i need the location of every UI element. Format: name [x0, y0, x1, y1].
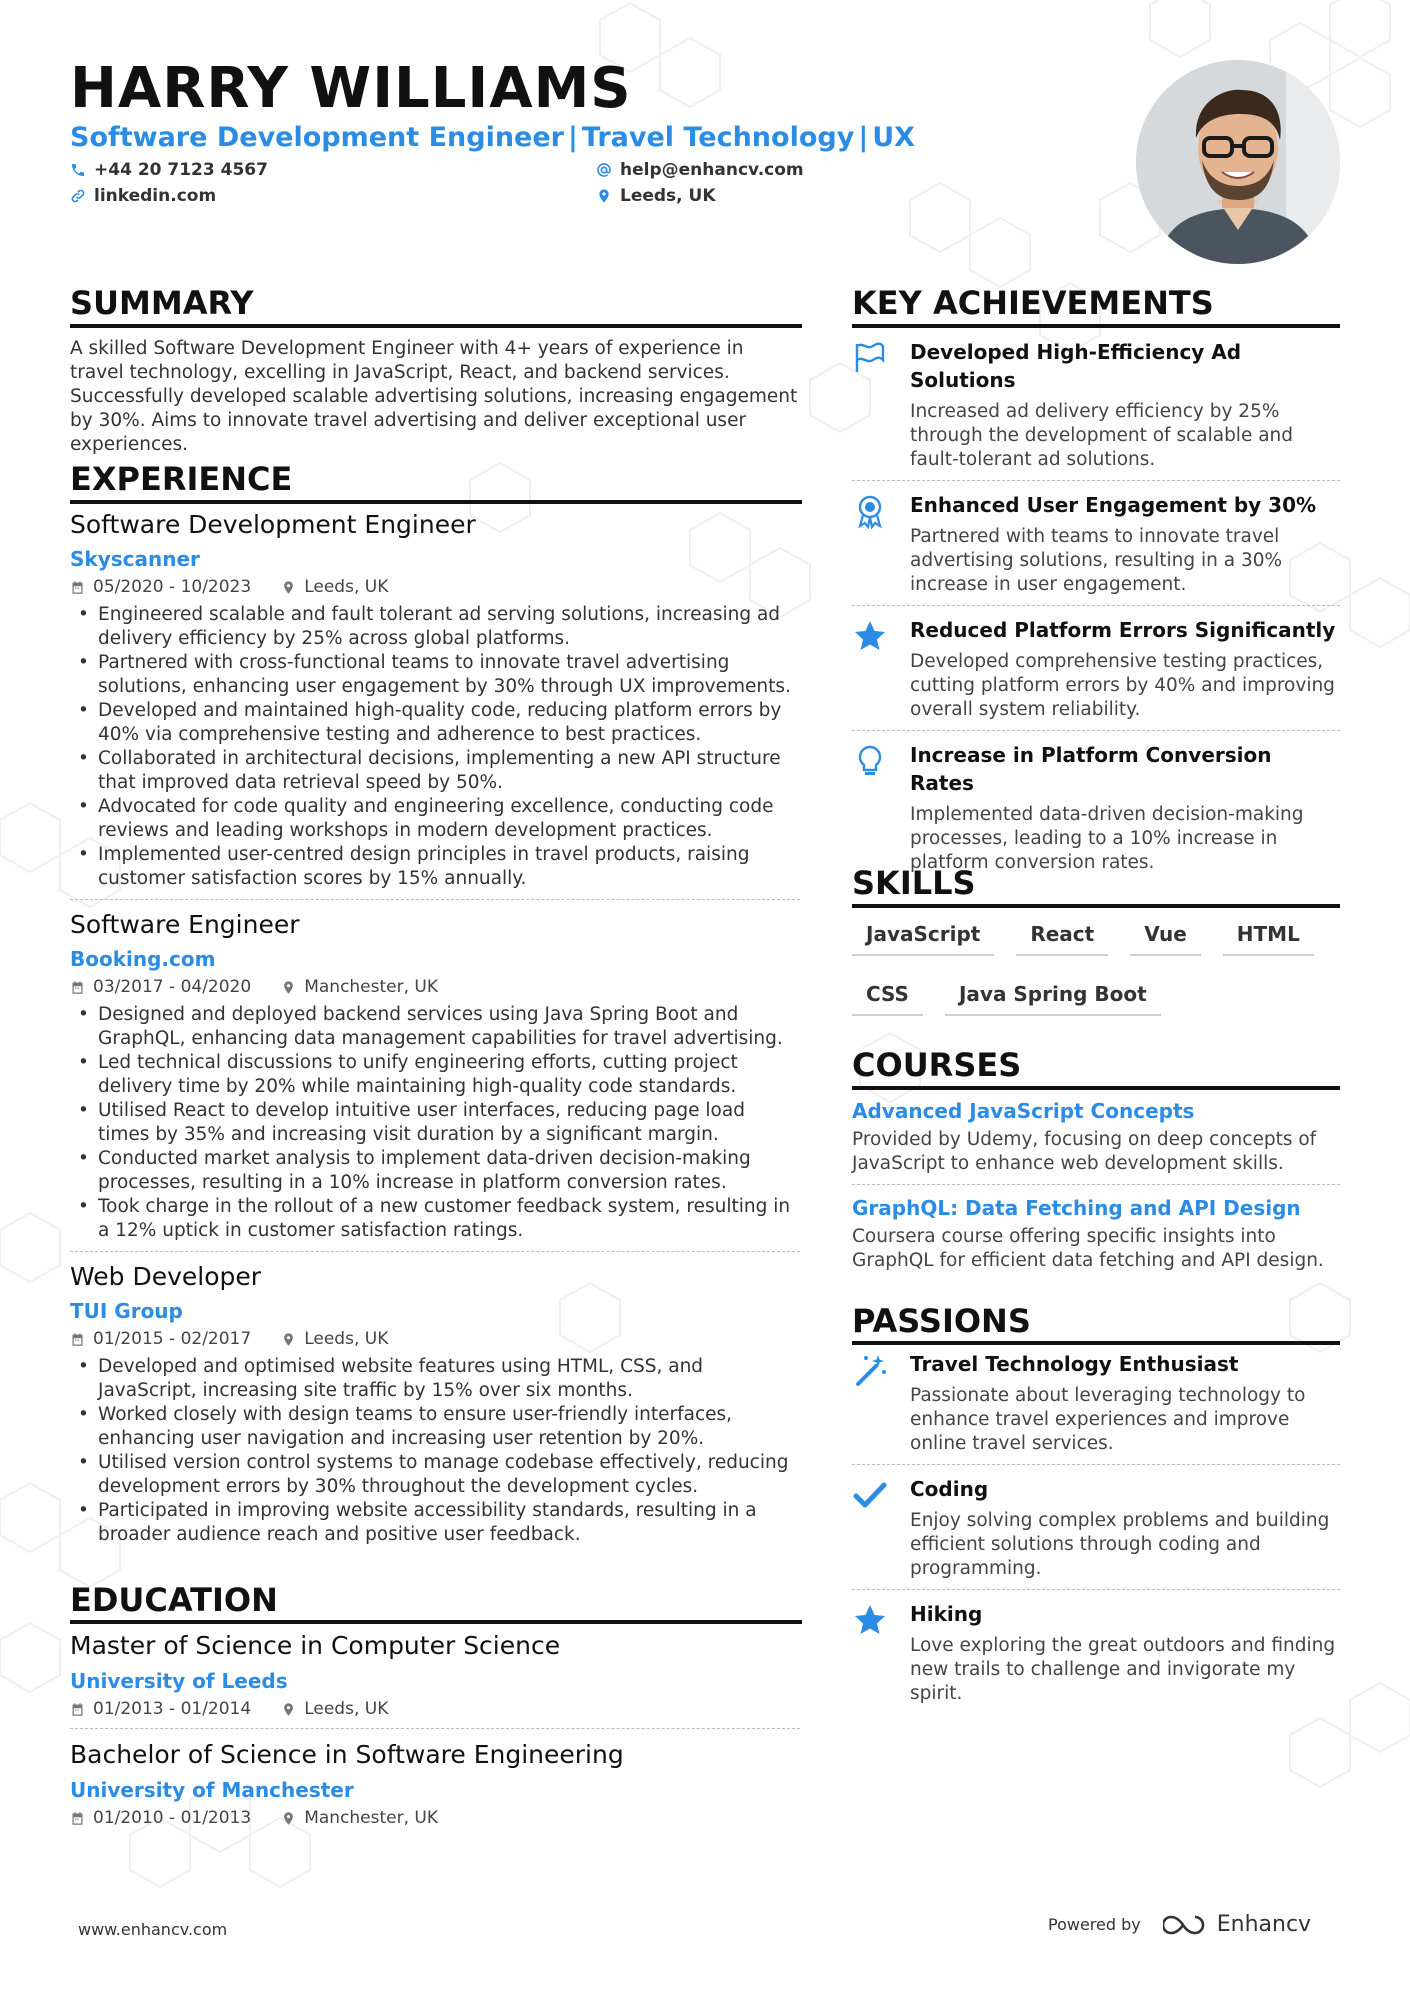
job-dates — [70, 1328, 251, 1350]
bullet-item: • Worked closely with design teams to ensure user-friendly interfaces, enhancing user navigation and increasing user retention by 20%. — [70, 1403, 800, 1451]
calendar-icon — [70, 580, 85, 595]
divider — [852, 480, 1340, 481]
job-dates — [70, 576, 251, 598]
section-rule — [70, 500, 802, 504]
job-dates-text: 01/2015 - 02/2017 — [93, 1329, 252, 1349]
education-dates — [70, 1698, 251, 1720]
job-meta — [70, 576, 800, 598]
passion-description: Enjoy solving complex problems and building efficient solutions through coding and programming. — [910, 1510, 1330, 1579]
job-location-text: Leeds, UK — [304, 1329, 389, 1349]
course-description: Coursera course offering specific insights into GraphQL for efficient data fetching and API design. — [852, 1226, 1324, 1271]
achievement-description: Developed comprehensive testing practices, cutting platform errors by 40% and improving overall system reliability. — [910, 651, 1335, 720]
job-location — [281, 1328, 388, 1350]
contact-phone[interactable] — [70, 160, 268, 180]
bullet-item: • Led technical discussions to unify engineering efforts, cutting project delivery time by 20% while maintaining high-quality code standards. — [70, 1051, 800, 1099]
passion-description: Passionate about leveraging technology to enhance travel experiences and improve online travel services. — [910, 1385, 1306, 1454]
job-meta — [70, 976, 800, 998]
footer-website[interactable]: www.enhancv.com — [78, 1920, 228, 1939]
degree-title: Master of Science in Computer Science — [70, 1631, 561, 1660]
flag-icon — [852, 340, 888, 376]
location-pin-icon — [281, 1332, 296, 1347]
passion-item — [852, 1350, 1340, 1456]
checkmark-icon — [852, 1477, 888, 1513]
achievement-title: Enhanced User Engagement by 30% — [910, 493, 1317, 517]
education-dates-text: 01/2010 - 01/2013 — [93, 1808, 252, 1828]
passion-title: Travel Technology Enthusiast — [910, 1352, 1239, 1376]
phone-text: +44 20 7123 4567 — [94, 160, 268, 180]
course-entry — [852, 1195, 1340, 1273]
education-dates-text: 01/2013 - 01/2014 — [93, 1699, 252, 1719]
enhancv-logo — [1163, 1912, 1311, 1937]
company-name[interactable]: TUI Group — [70, 1299, 183, 1323]
education-meta — [70, 1807, 800, 1829]
skill-tag: Java Spring Boot — [945, 968, 1161, 1016]
calendar-icon — [70, 1702, 85, 1717]
passion-item — [852, 1475, 1340, 1581]
divider — [852, 1589, 1340, 1590]
bullet-item: • Took charge in the rollout of a new customer feedback system, resulting in a 12% uptick in customer satisfaction ratings. — [70, 1195, 800, 1243]
education-dates — [70, 1807, 251, 1829]
divider — [852, 730, 1340, 731]
headline-role: Software Development Engineer — [70, 122, 564, 153]
profile-photo-illustration — [1136, 60, 1340, 264]
lightbulb-icon — [852, 743, 888, 779]
phone-icon — [70, 162, 86, 178]
summary-text: A skilled Software Development Engineer with 4+ years of experience in travel technology, excelling in JavaScript, React, and backend services. Successfully developed scalable advertising solutions, increasing engagement by 30%. Aims to innovate travel advertising and deliver exceptional user experiences. — [70, 338, 798, 455]
passions-list — [852, 1350, 1340, 1706]
experience-entry — [70, 510, 800, 891]
magic-wand-icon — [852, 1352, 888, 1388]
achievements-list — [852, 338, 1340, 875]
achievement-title: Increase in Platform Conversion Rates — [910, 743, 1272, 795]
course-title[interactable]: GraphQL: Data Fetching and API Design — [852, 1196, 1301, 1220]
course-title[interactable]: Advanced JavaScript Concepts — [852, 1099, 1195, 1123]
skill-tag: Vue — [1130, 908, 1201, 956]
passion-description: Love exploring the great outdoors and finding new trails to challenge and invigorate my spirit. — [910, 1635, 1336, 1704]
degree-title: Bachelor of Science in Software Engineering — [70, 1740, 624, 1769]
calendar-icon — [70, 980, 85, 995]
at-icon — [596, 162, 612, 178]
achievement-title: Reduced Platform Errors Significantly — [910, 618, 1336, 642]
section-title-education: EDUCATION — [70, 1581, 278, 1619]
bullet-item: • Engineered scalable and fault tolerant ad serving solutions, increasing ad delivery efficiency by 25% across global platforms. — [70, 603, 800, 651]
education-list — [70, 1630, 800, 1829]
job-title: Software Development Engineer — [70, 510, 476, 539]
achievement-title: Developed High-Efficiency Ad Solutions — [910, 340, 1242, 392]
contact-linkedin[interactable] — [70, 186, 216, 206]
location-pin-icon — [281, 1702, 296, 1717]
achievement-description: Increased ad delivery efficiency by 25% through the development of scalable and fault-tolerant ad solutions. — [910, 401, 1294, 470]
education-location-text: Leeds, UK — [304, 1699, 389, 1719]
email-text: help@enhancv.com — [620, 160, 804, 180]
section-title-summary: SUMMARY — [70, 284, 254, 322]
section-rule — [852, 1341, 1340, 1345]
passion-title: Coding — [910, 1477, 989, 1501]
achievement-item — [852, 616, 1340, 722]
course-entry — [852, 1098, 1340, 1176]
job-bullets — [70, 1003, 800, 1243]
bullet-item: • Collaborated in architectural decisions, implementing a new API structure that improved data retrieval speed by 50%. — [70, 747, 800, 795]
education-location — [281, 1807, 438, 1829]
star-icon — [852, 1602, 888, 1638]
location-pin-icon — [281, 580, 296, 595]
linkedin-text: linkedin.com — [94, 186, 217, 206]
job-location — [281, 576, 388, 598]
skill-tag: CSS — [852, 968, 923, 1016]
headline-focus: UX — [872, 122, 915, 153]
education-meta — [70, 1698, 800, 1720]
achievement-description: Partnered with teams to innovate travel advertising solutions, resulting in a 30% increase in user engagement. — [910, 526, 1283, 595]
passion-title: Hiking — [910, 1602, 983, 1626]
section-title-key-achievements: KEY ACHIEVEMENTS — [852, 284, 1214, 322]
powered-by-label: Powered by — [1048, 1915, 1141, 1934]
skill-tag: JavaScript — [852, 908, 994, 956]
location-pin-icon — [281, 1811, 296, 1826]
education-entry — [70, 1630, 800, 1720]
passion-item — [852, 1600, 1340, 1706]
achievement-item — [852, 741, 1340, 875]
award-icon — [852, 493, 888, 529]
job-dates — [70, 976, 251, 998]
candidate-name: HARRY WILLIAMS — [70, 56, 632, 121]
divider — [70, 899, 800, 900]
section-title-passions: PASSIONS — [852, 1302, 1031, 1340]
job-meta — [70, 1328, 800, 1350]
footer-branding[interactable] — [1048, 1912, 1311, 1937]
location-text: Leeds, UK — [620, 186, 716, 206]
courses-list — [852, 1098, 1340, 1273]
company-name[interactable]: Booking.com — [70, 947, 216, 971]
education-location-text: Manchester, UK — [304, 1808, 439, 1828]
experience-list — [70, 510, 800, 1547]
brand-name: Enhancv — [1216, 1912, 1312, 1937]
link-icon — [70, 188, 86, 204]
skills-list — [852, 908, 1340, 1028]
achievement-description: Implemented data-driven decision-making processes, leading to a 10% increase in platform conversion rates. — [910, 804, 1304, 873]
bullet-item: • Developed and maintained high-quality code, reducing platform errors by 40% via comprehensive testing and adherence to best practices. — [70, 699, 800, 747]
skill-tag: HTML — [1223, 908, 1314, 956]
location-pin-icon — [281, 980, 296, 995]
divider — [852, 1464, 1340, 1465]
bullet-item: • Utilised React to develop intuitive user interfaces, reducing page load times by 35% and increasing visit duration by a significant margin. — [70, 1099, 800, 1147]
company-name[interactable]: Skyscanner — [70, 547, 200, 571]
profile-photo — [1136, 60, 1340, 264]
job-location-text: Leeds, UK — [304, 577, 389, 597]
contact-email[interactable] — [596, 160, 804, 180]
section-title-skills: SKILLS — [852, 864, 976, 902]
headline-separator: | — [568, 122, 578, 153]
section-rule — [70, 324, 802, 328]
job-location-text: Manchester, UK — [304, 977, 439, 997]
divider — [70, 1251, 800, 1252]
job-location — [281, 976, 438, 998]
bullet-item: • Conducted market analysis to implement data-driven decision-making processes, resulting in a 10% increase in platform conversion rates. — [70, 1147, 800, 1195]
job-bullets — [70, 603, 800, 891]
course-description: Provided by Udemy, focusing on deep concepts of JavaScript to enhance web development skills. — [852, 1129, 1317, 1174]
section-title-courses: COURSES — [852, 1046, 1022, 1084]
bullet-item: • Designed and deployed backend services using Java Spring Boot and GraphQL, enhancing data management capabilities for travel advertising. — [70, 1003, 800, 1051]
contact-location — [596, 186, 716, 206]
headline — [70, 122, 915, 153]
divider — [852, 1184, 1340, 1185]
divider — [70, 1728, 800, 1729]
job-dates-text: 05/2020 - 10/2023 — [93, 577, 252, 597]
section-title-experience: EXPERIENCE — [70, 460, 293, 498]
divider — [852, 605, 1340, 606]
section-rule — [852, 1086, 1340, 1090]
section-rule — [852, 324, 1340, 328]
bullet-item: • Utilised version control systems to manage codebase effectively, reducing development errors by 30% throughout the development cycles. — [70, 1451, 800, 1499]
job-title: Web Developer — [70, 1262, 262, 1291]
location-pin-icon — [596, 188, 612, 204]
education-entry — [70, 1739, 800, 1829]
education-location — [281, 1698, 388, 1720]
job-title: Software Engineer — [70, 910, 300, 939]
star-icon — [852, 618, 888, 654]
bullet-item: • Advocated for code quality and engineering excellence, conducting code reviews and leading workshops in modern development practices. — [70, 795, 800, 843]
experience-entry — [70, 1262, 800, 1547]
skill-tag: React — [1016, 908, 1108, 956]
job-bullets — [70, 1355, 800, 1547]
school-name[interactable]: University of Leeds — [70, 1669, 288, 1693]
bullet-item: • Participated in improving website accessibility standards, resulting in a broader audience reach and positive user feedback. — [70, 1499, 800, 1547]
summary-block — [70, 337, 800, 457]
enhancv-logo-icon — [1163, 1913, 1209, 1937]
achievement-item — [852, 338, 1340, 472]
section-rule — [70, 1620, 802, 1624]
headline-industry: Travel Technology — [581, 122, 855, 153]
school-name[interactable]: University of Manchester — [70, 1778, 354, 1802]
bullet-item: • Partnered with cross-functional teams to innovate travel advertising solutions, enhancing user engagement by 30% through UX improvements. — [70, 651, 800, 699]
calendar-icon — [70, 1332, 85, 1347]
bullet-item: • Developed and optimised website features using HTML, CSS, and JavaScript, increasing site traffic by 15% over six months. — [70, 1355, 800, 1403]
calendar-icon — [70, 1811, 85, 1826]
experience-entry — [70, 910, 800, 1243]
achievement-item — [852, 491, 1340, 597]
headline-separator: | — [858, 122, 869, 153]
job-dates-text: 03/2017 - 04/2020 — [93, 977, 252, 997]
bullet-item: • Implemented user-centred design principles in travel products, raising customer satisfaction scores by 15% annually. — [70, 843, 800, 891]
